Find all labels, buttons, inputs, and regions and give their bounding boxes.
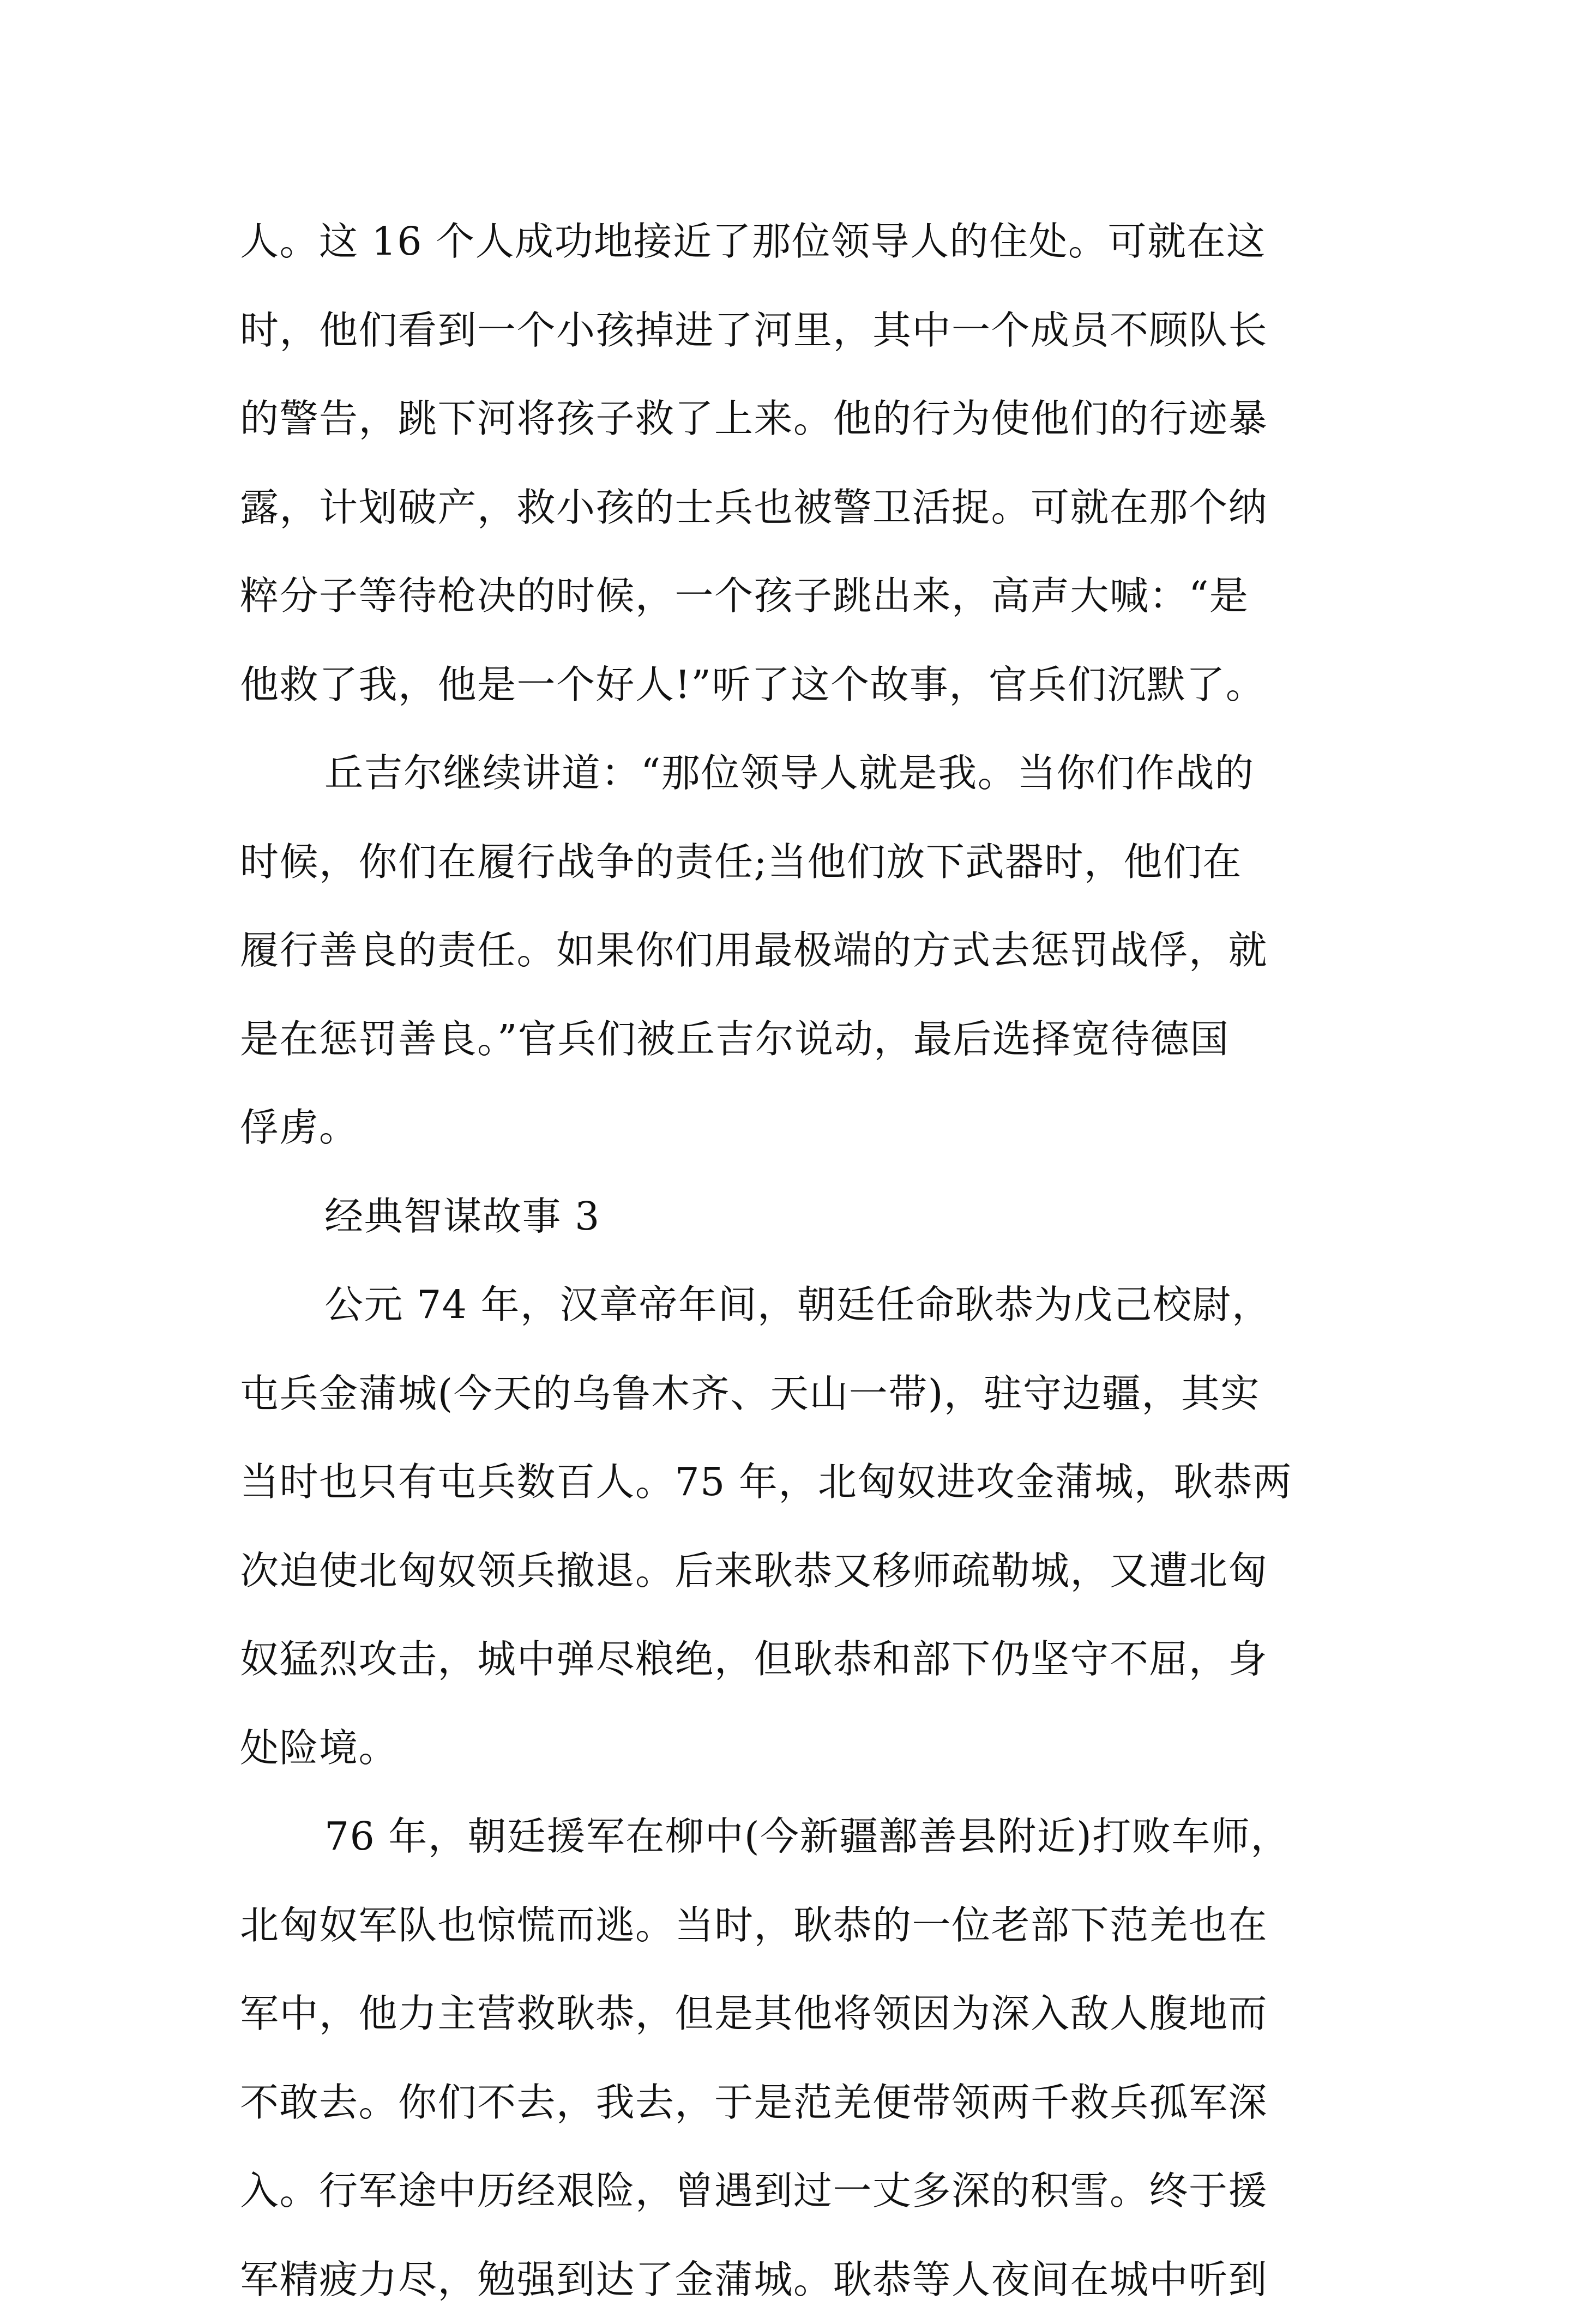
text-line: 丘吉尔继续讲道：“那位领导人就是我。当你们作战的 — [240, 729, 1347, 818]
text-line: 当时也只有屯兵数百人。75 年，北匈奴进攻金蒲城，耿恭两 — [240, 1438, 1347, 1527]
text-line: 北匈奴军队也惊慌而逃。当时，耿恭的一位老部下范羌也在 — [240, 1881, 1347, 1970]
text-line: 俘虏。 — [240, 1083, 1347, 1172]
text-line: 奴猛烈攻击，城中弹尽粮绝，但耿恭和部下仍坚守不屈，身 — [240, 1615, 1347, 1704]
text-line: 粹分子等待枪决的时候，一个孩子跳出来，高声大喊：“是 — [240, 552, 1347, 641]
text-line: 是在惩罚善良。”官兵们被丘吉尔说动，最后选择宽待德国 — [240, 995, 1347, 1084]
text-line: 他救了我，他是一个好人!”听了这个故事，官兵们沉默了。 — [240, 641, 1347, 730]
text-line: 的警告，跳下河将孩子救了上来。他的行为使他们的行迹暴 — [240, 375, 1347, 463]
text-line: 人。这 16 个人成功地接近了那位领导人的住处。可就在这 — [240, 197, 1347, 286]
text-line: 露，计划破产，救小孩的士兵也被警卫活捉。可就在那个纳 — [240, 463, 1347, 552]
text-line: 次迫使北匈奴领兵撤退。后来耿恭又移师疏勒城，又遭北匈 — [240, 1527, 1347, 1616]
text-line: 时候，你们在履行战争的责任;当他们放下武器时，他们在 — [240, 818, 1347, 907]
text-line: 76 年，朝廷援军在柳中(今新疆鄯善县附近)打败车师， — [240, 1792, 1347, 1881]
text-line: 屯兵金蒲城(今天的乌鲁木齐、天山一带)，驻守边疆，其实 — [240, 1350, 1347, 1438]
text-line: 入。行军途中历经艰险，曾遇到过一丈多深的积雪。终于援 — [240, 2147, 1347, 2236]
text-line: 军精疲力尽，勉强到达了金蒲城。耿恭等人夜间在城中听到 — [240, 2236, 1347, 2324]
text-line: 经典智谋故事 3 — [240, 1172, 1347, 1261]
text-line: 履行善良的责任。如果你们用最极端的方式去惩罚战俘，就 — [240, 906, 1347, 995]
text-line: 公元 74 年，汉章帝年间，朝廷任命耿恭为戊己校尉， — [240, 1261, 1347, 1350]
text-line: 时，他们看到一个小孩掉进了河里，其中一个成员不顾队长 — [240, 286, 1347, 375]
body-text — [240, 197, 1347, 2324]
text-line: 处险境。 — [240, 1704, 1347, 1793]
text-line: 不敢去。你们不去，我去，于是范羌便带领两千救兵孤军深 — [240, 2058, 1347, 2147]
text-line: 军中，他力主营救耿恭，但是其他将领因为深入敌人腹地而 — [240, 1970, 1347, 2058]
